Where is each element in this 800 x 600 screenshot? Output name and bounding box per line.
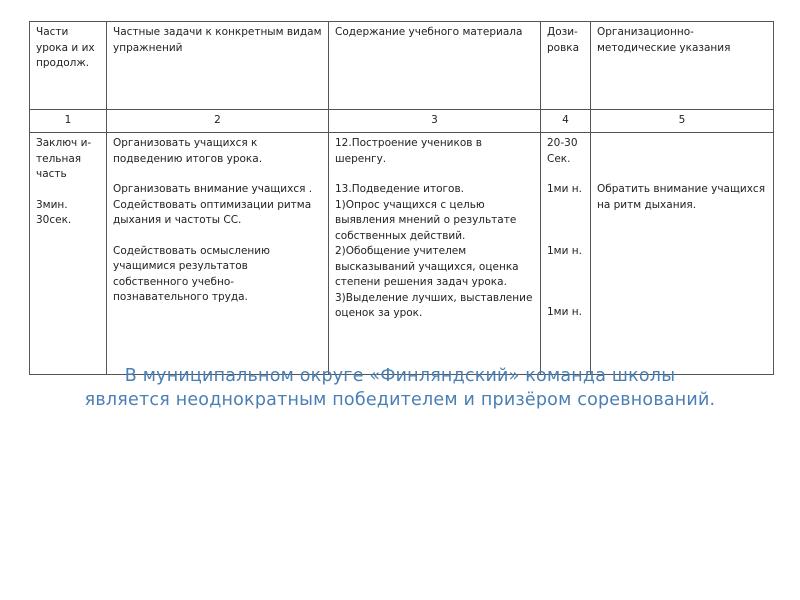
breathing-note: Обратить внимание учащихся на ритм дыхания. <box>597 183 766 211</box>
overlay-caption <box>0 364 800 412</box>
column-number-2: 2 <box>107 110 329 133</box>
header-cell-5: Организационно-методические указания <box>591 22 774 110</box>
column-number-3: 3 <box>329 110 541 133</box>
dosage-4: 1ми н. <box>547 306 582 318</box>
header-cell-3: Содержание учебного материала <box>329 22 541 110</box>
lesson-part-name: Заключ и-тельная часть <box>36 137 92 180</box>
notes-cell <box>591 133 774 375</box>
dosage-cell <box>541 133 591 375</box>
header-row <box>30 22 774 110</box>
lesson-part-cell <box>30 133 107 375</box>
column-number-4: 4 <box>541 110 591 133</box>
header-cell-4: Дози-ровка <box>541 22 591 110</box>
overlay-line-1: В муниципальном округе «Финляндский» команда школы <box>124 366 676 386</box>
dosage-3: 1ми н. <box>547 244 582 257</box>
content-row <box>30 133 774 375</box>
header-cell-2: Частные задачи к конкретным видам упражнений <box>107 22 329 110</box>
column-number-1: 1 <box>30 110 107 133</box>
header-cell-1: Части урока и их продолж. <box>30 22 107 110</box>
tasks-cell <box>107 133 329 375</box>
column-number-row <box>30 110 774 133</box>
column-number-5: 5 <box>591 110 774 133</box>
task-organize: Организовать учащихся к подведению итогов урока. <box>113 137 263 165</box>
task-reflection: Содействовать осмыслению учащимися результатов собственного учебно-познавательного труда. <box>113 244 270 303</box>
lesson-part-duration: 3мин. 30сек. <box>36 198 72 226</box>
content-item-12: 12.Построение учеников в шеренгу. <box>335 137 482 165</box>
content-cell <box>329 133 541 375</box>
task-attention-breathing: Организовать внимание учащихся . Содействовать оптимизации ритма дыхания и частоты СС. <box>113 183 313 226</box>
overlay-line-2: является неоднократным победителем и призёром соревнований. <box>84 390 716 410</box>
lesson-plan-table <box>29 21 774 375</box>
dosage-2: 1ми н. <box>547 183 582 195</box>
dosage-1: 20-30 Сек. <box>547 137 578 165</box>
content-item-13: 13.Подведение итогов. 1)Опрос учащихся с целью выявления мнений о результате собственных действий. 2)Обобщение учителем высказываний учащихся, оценка степени решения задач урока. 3)Выделение лучших, выставление оценок за урок. <box>335 183 533 319</box>
